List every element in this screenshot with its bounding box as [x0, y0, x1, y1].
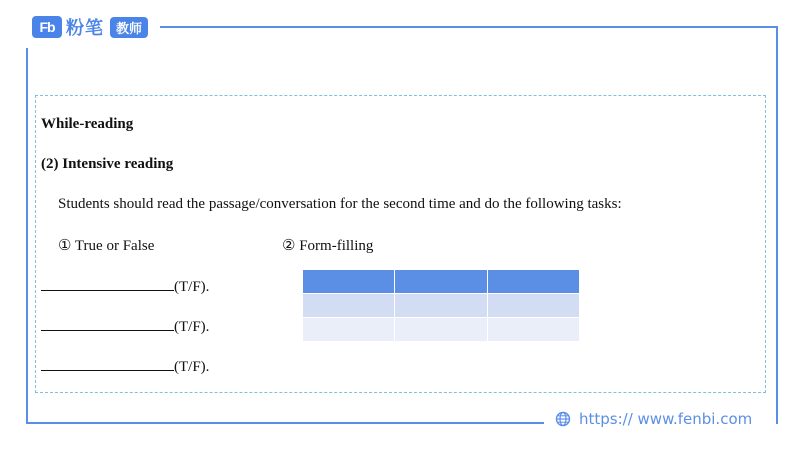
tf-suffix: (T/F).: [174, 359, 210, 375]
form-filling-table: [302, 269, 580, 342]
frame-bottom-line: [26, 422, 544, 424]
answer-blank[interactable]: [41, 316, 174, 331]
table-cell[interactable]: [487, 294, 579, 318]
section-title: While-reading: [41, 116, 134, 132]
tf-item-3: [41, 356, 209, 376]
instruction-text: Students should read the passage/conversation for the second time and do the following tasks:: [58, 196, 622, 212]
frame-left-line: [26, 48, 28, 424]
answer-blank[interactable]: [41, 356, 174, 371]
table-cell[interactable]: [487, 270, 579, 294]
logo-mark: Fb: [32, 16, 62, 38]
globe-icon: [555, 411, 571, 427]
tf-suffix: (T/F).: [174, 319, 210, 335]
table-cell[interactable]: [395, 294, 487, 318]
table-cell[interactable]: [395, 318, 487, 342]
frame-top-line: [160, 26, 776, 28]
frame-right-line: [776, 26, 778, 424]
task-true-false-label: ① True or False: [58, 238, 155, 254]
brand-logo: [32, 14, 148, 40]
table-cell[interactable]: [303, 270, 395, 294]
table-cell[interactable]: [487, 318, 579, 342]
brand-tag: 教师: [110, 17, 148, 38]
footer-link[interactable]: [555, 410, 752, 428]
table-header-row: [303, 270, 580, 294]
tf-suffix: (T/F).: [174, 279, 210, 295]
tf-item-1: [41, 276, 209, 296]
tf-item-2: [41, 316, 209, 336]
table-cell[interactable]: [303, 318, 395, 342]
table-cell[interactable]: [303, 294, 395, 318]
table-row: [303, 294, 580, 318]
answer-blank[interactable]: [41, 276, 174, 291]
task-form-filling-label: ② Form-filling: [282, 238, 374, 254]
brand-name: 粉笔: [66, 18, 104, 39]
table-row: [303, 318, 580, 342]
table-cell[interactable]: [395, 270, 487, 294]
footer-url-text[interactable]: https:// www.fenbi.com: [579, 410, 753, 428]
subsection-title: (2) Intensive reading: [41, 156, 174, 172]
